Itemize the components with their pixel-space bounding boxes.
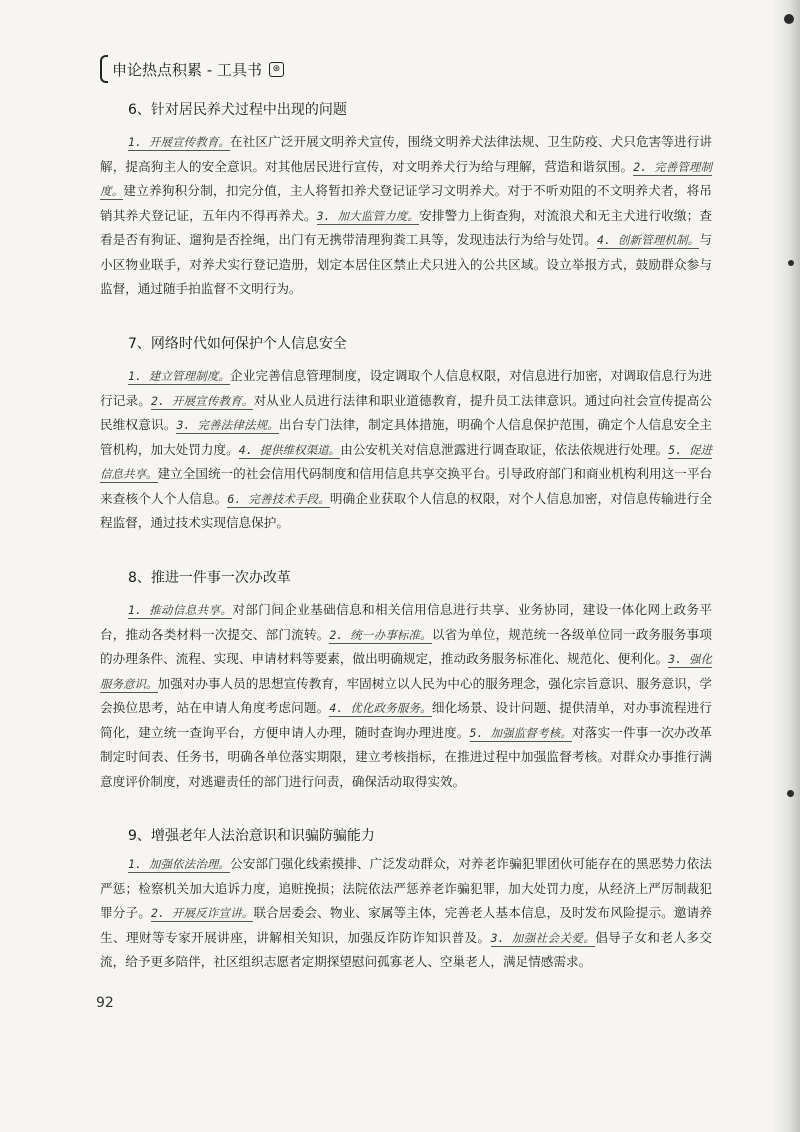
item-text: 明确企业获取个人信息的权限，对个人信息加密，对信息传输进行全程监督，通过技术实现信息保护。 <box>100 490 713 530</box>
item-text: 建立养狗积分制，扣完分值，主人将暂扣养犬登记证学习文明养犬。对于不听劝阻的不文明养犬者，将吊销其养犬登记证，五年内不得再养犬。 <box>100 183 713 223</box>
section-body <box>100 852 712 975</box>
item-label: 1. 推动信息共享。 <box>128 603 233 617</box>
section-title: 8、推进一件事一次办改革 <box>128 570 291 586</box>
item-label: 3. 加强社会关爱。 <box>490 930 596 945</box>
item-text: 联合居委会、物业、家属等主体，完善老人基本信息，及时发布风险提示。邀请养生、理财等专家开展讲座，讲解相关知识，加强反诈防诈知识普及。 <box>100 905 713 945</box>
item-label: 4. 创新管理机制。 <box>596 233 700 247</box>
bracket-icon <box>100 55 108 83</box>
item-text: 对从业人员进行法律和职业道德教育，提升员工法律意识。通过向社会宣传提高公民维权意识。 <box>100 392 713 432</box>
item-label: 1. 加强依法治理。 <box>128 857 231 871</box>
item-text: 细化场景、设计问题、提供清单，对办事流程进行简化，建立统一查询平台，方便申请人办理，随时查询办理进度。 <box>100 700 713 740</box>
page-number: 92 <box>96 995 114 1011</box>
item-label: 6. 完善技术手段。 <box>227 491 330 506</box>
item-text: 与小区物业联手，对养犬实行登记造册，划定本居住区禁止犬只进入的公共区域。设立举报方式，鼓励群众参与监督，通过随手拍监督不文明行为。 <box>100 232 713 296</box>
item-text: 公安部门强化线索摸排、广泛发动群众，对养老诈骗犯罪团伙可能存在的黑恶势力依法严惩；检察机关加大追诉力度，追赃挽损；法院依法严惩养老诈骗犯罪，加大处罚力度，从经济上严厉制裁犯罪分子。 <box>100 856 712 920</box>
item-text: 以省为单位，规范统一各级单位同一政务服务事项的办理条件、流程、实现、申请材料等要素，做出明确规定，推动政务服务标准化、规范化、便利化。 <box>100 626 713 666</box>
scan-edge-mark <box>788 260 794 266</box>
item-text: 建立全国统一的社会信用代码制度和信用信息共享交换平台。引导政府部门和商业机构利用这一平台来查核个人个人信息。 <box>100 466 713 506</box>
item-text: 出台专门法律，制定具体措施，明确个人信息保护范围，确定个人信息安全主管机构，加大处罚力度。 <box>100 417 713 457</box>
item-label: 2. 统一办事标准。 <box>329 627 432 642</box>
item-text: 倡导子女和老人多交流，给予更多陪伴，社区组织志愿者定期探望慰问孤寡老人、空巢老人，满足情感需求。 <box>100 929 713 969</box>
section-body <box>100 130 712 302</box>
section-title: 7、网络时代如何保护个人信息安全 <box>128 336 347 352</box>
item-label: 1. 建立管理制度。 <box>128 369 231 383</box>
header-title: 申论热点积累 - 工具书 <box>112 60 262 79</box>
item-text: 对落实一件事一次办改革制定时间表、任务书，明确各单位落实期限，建立考核指标，在推进过程中加强监督考核。对群众办事推行满意度评价制度，对逃避责任的部门进行问责，确保活动取得实效。 <box>100 724 713 789</box>
section-8 <box>100 568 712 807</box>
item-label: 2. 开展宣传教育。 <box>150 393 254 408</box>
section-body <box>100 598 712 794</box>
item-text: 在社区广泛开展文明养犬宣传，围绕文明养犬法律法规、卫生防疫、犬只危害等进行讲解，提高狗主人的安全意识。对其他居民进行宣传，对文明养犬行为给与理解，营造和谐氛围。 <box>100 134 712 174</box>
item-label: 4. 提供维权渠道。 <box>238 442 341 457</box>
item-label: 5. 加强监督考核。 <box>469 725 572 740</box>
section-title: 9、增强老年人法治意识和识骗防骗能力 <box>128 828 375 844</box>
item-text: 由公安机关对信息泄露进行调查取证，依法依规进行处理。 <box>340 441 669 457</box>
emblem-icon: ⊛ <box>269 62 284 77</box>
section-7 <box>100 334 712 548</box>
item-label: 3. 完善法律法规。 <box>176 418 279 432</box>
item-text: 安排警力上街查狗，对流浪犬和无主犬进行收缴；查看是否有狗证、遛狗是否拴绳，出门有无携带清理狗粪工具等，发现违法行为给与处罚。 <box>100 207 713 247</box>
item-label: 4. 优化政务服务。 <box>329 701 432 715</box>
item-text: 加强对办事人员的思想宣传教育，牢固树立以人民为中心的服务理念，强化宗旨意识、服务意识，学会换位思考，站在申请人角度考虑问题。 <box>100 675 713 715</box>
item-label: 3. 强化服务意识。 <box>100 652 712 691</box>
item-label: 2. 开展反诈宣讲。 <box>150 906 254 920</box>
section-9 <box>100 826 712 987</box>
scan-edge-shadow <box>772 0 800 1132</box>
item-label: 1. 开展宣传教育。 <box>128 135 231 149</box>
running-header <box>100 56 284 82</box>
item-label: 5. 促进信息共享。 <box>100 442 712 481</box>
item-text: 企业完善信息管理制度，设定调取个人信息权限，对信息进行加密，对调取信息行为进行记录。 <box>100 368 712 408</box>
item-text: 对部门间企业基础信息和相关信用信息进行共享、业务协同，建设一体化网上政务平台，推动各类材料一次提交、部门流转。 <box>100 602 713 642</box>
scan-edge-mark <box>787 790 794 797</box>
item-label: 2. 完善管理制度。 <box>100 159 712 198</box>
item-label: 3. 加大监管力度。 <box>316 208 420 223</box>
scan-edge-mark <box>784 14 794 24</box>
section-body <box>100 364 712 536</box>
section-title: 6、针对居民养犬过程中出现的问题 <box>128 102 347 118</box>
section-6 <box>100 100 712 314</box>
